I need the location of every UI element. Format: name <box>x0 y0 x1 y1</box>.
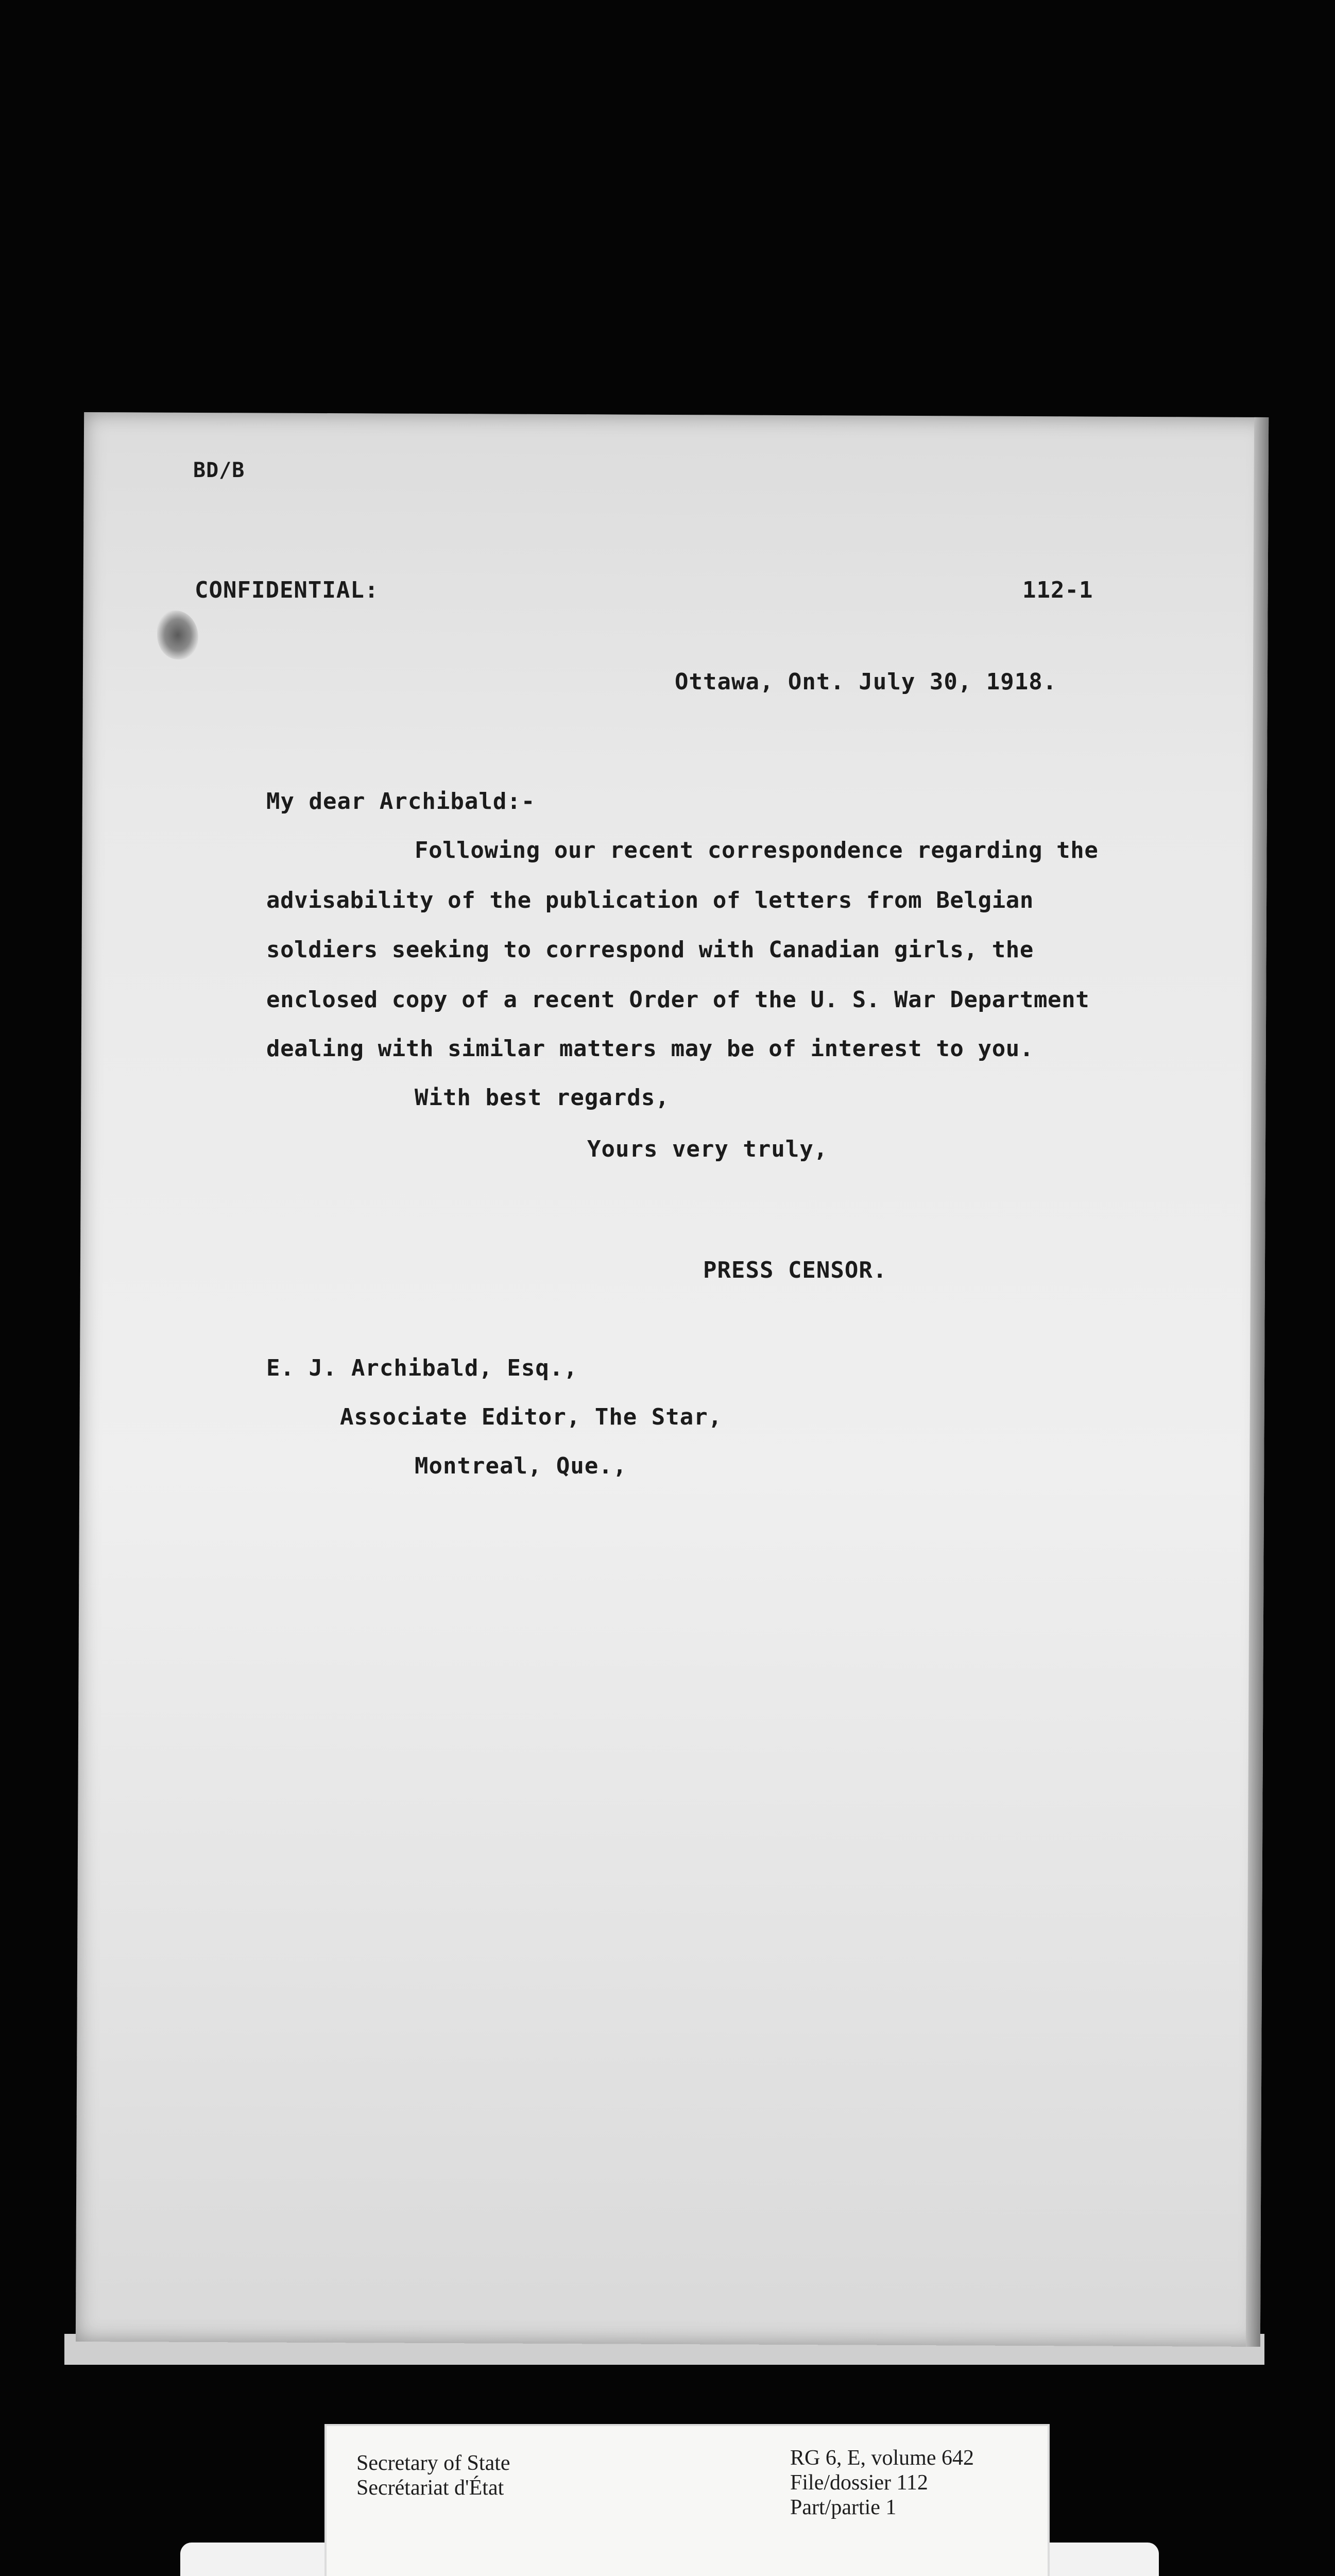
addressee-name: E. J. Archibald, Esq., <box>266 1355 578 1381</box>
addressee-city: Montreal, Que., <box>415 1453 627 1479</box>
classification-heading: CONFIDENTIAL: <box>195 577 379 603</box>
body-line-3: soldiers seeking to correspond with Canadian girls, the <box>266 937 1034 963</box>
closing-yours: Yours very truly, <box>587 1136 828 1162</box>
addressee-title: Associate Editor, The Star, <box>340 1404 723 1430</box>
label-record-group: RG 6, E, volume 642 <box>790 2446 974 2470</box>
body-line-5: dealing with similar matters may be of interest to you. <box>266 1036 1034 1062</box>
body-line-1: Following our recent correspondence regarding the <box>415 837 1099 863</box>
closing-regards: With best regards, <box>415 1084 670 1111</box>
label-department-fr: Secrétariat d'État <box>356 2476 504 2500</box>
place-date: Ottawa, Ont. July 30, 1918. <box>675 669 1057 695</box>
letter-sheet <box>76 412 1269 2347</box>
label-file: File/dossier 112 <box>790 2471 928 2495</box>
file-code: BD/B <box>193 459 245 482</box>
body-line-4: enclosed copy of a recent Order of the U. S. War Department <box>266 987 1090 1013</box>
label-department-en: Secretary of State <box>356 2451 510 2475</box>
body-line-2: advisability of the publication of letters from Belgian <box>266 887 1034 913</box>
reference-number: 112-1 <box>1022 577 1093 603</box>
signature-block: PRESS CENSOR. <box>703 1257 887 1283</box>
salutation: My dear Archibald:- <box>266 788 536 815</box>
label-part: Part/partie 1 <box>790 2496 897 2519</box>
archive-reference-label <box>324 2424 1050 2576</box>
